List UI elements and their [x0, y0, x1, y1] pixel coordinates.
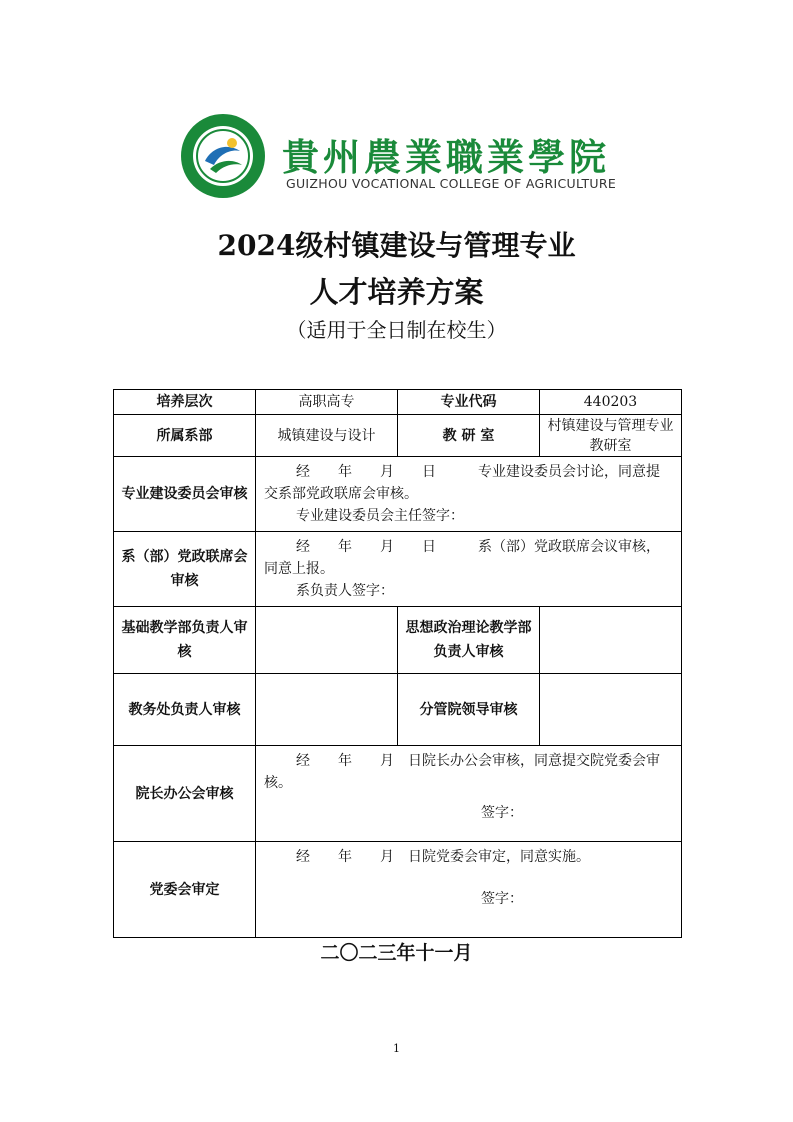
basic-teaching-review-label: 基础教学部负责人审核 [114, 607, 256, 674]
academic-affairs-review-label: 教务处负责人审核 [114, 674, 256, 746]
president-meeting-review-label: 院长办公会审核 [114, 746, 256, 842]
school-name-en: GUIZHOU VOCATIONAL COLLEGE OF AGRICULTURE [286, 176, 617, 191]
president-meeting-review-content [256, 746, 682, 842]
issue-date: 二〇二三年十一月 [320, 942, 473, 964]
teaching-office-label: 教 研 室 [398, 415, 540, 457]
department-value: 城镇建设与设计 [256, 415, 398, 457]
dept-council-review-text: 经 年 月 日 系（部）党政联席会议审核，同意上报。 [264, 539, 660, 577]
party-committee-approval-text: 经 年 月 日院党委会审定，同意实施。 [296, 849, 590, 865]
school-name-cn: 貴州農業職業學院 [282, 135, 610, 179]
department-label: 所属系部 [114, 415, 256, 457]
table-row [114, 607, 682, 674]
document-title: 2024级村镇建设与管理专业 [217, 229, 576, 262]
college-logo [180, 113, 617, 198]
training-level-value: 高职高专 [256, 390, 398, 415]
approval-table [113, 389, 682, 938]
table-row [114, 390, 682, 415]
table-row [114, 415, 682, 457]
table-row [114, 532, 682, 607]
dept-council-review-sign: 系负责人签字： [296, 583, 394, 599]
basic-teaching-review-blank [256, 607, 398, 674]
college-leader-review-blank [540, 674, 682, 746]
major-code-value: 440203 [540, 390, 682, 415]
table-row [114, 746, 682, 842]
president-meeting-review-text: 经 年 月 日院长办公会审核，同意提交院党委会审核。 [264, 753, 660, 791]
major-code-label: 专业代码 [398, 390, 540, 415]
committee-review-sign: 专业建设委员会主任签字： [296, 508, 464, 524]
table-row [114, 842, 682, 938]
committee-review-content [256, 457, 682, 532]
document-subtitle: （适用于全日制在校生） [286, 318, 507, 342]
college-leader-review-label: 分管院领导审核 [398, 674, 540, 746]
party-committee-approval-sign: 签字： [481, 891, 523, 907]
committee-review-text: 经 年 月 日 专业建设委员会讨论，同意提交系部党政联席会审核。 [264, 464, 660, 502]
page-number: 1 [393, 1042, 400, 1055]
ideology-teaching-review-label: 思想政治理论教学部负责人审核 [398, 607, 540, 674]
party-committee-approval-content [256, 842, 682, 938]
table-row [114, 457, 682, 532]
committee-review-label: 专业建设委员会审核 [114, 457, 256, 532]
college-emblem-icon [180, 113, 266, 199]
training-level-label: 培养层次 [114, 390, 256, 415]
academic-affairs-review-blank [256, 674, 398, 746]
president-meeting-review-sign: 签字： [481, 805, 523, 821]
party-committee-approval-label: 党委会审定 [114, 842, 256, 938]
dept-council-review-content [256, 532, 682, 607]
dept-council-review-label: 系（部）党政联席会审核 [114, 532, 256, 607]
teaching-office-value: 村镇建设与管理专业教研室 [540, 415, 682, 457]
document-title-line2: 人才培养方案 [309, 275, 484, 309]
ideology-teaching-review-blank [540, 607, 682, 674]
table-row [114, 674, 682, 746]
